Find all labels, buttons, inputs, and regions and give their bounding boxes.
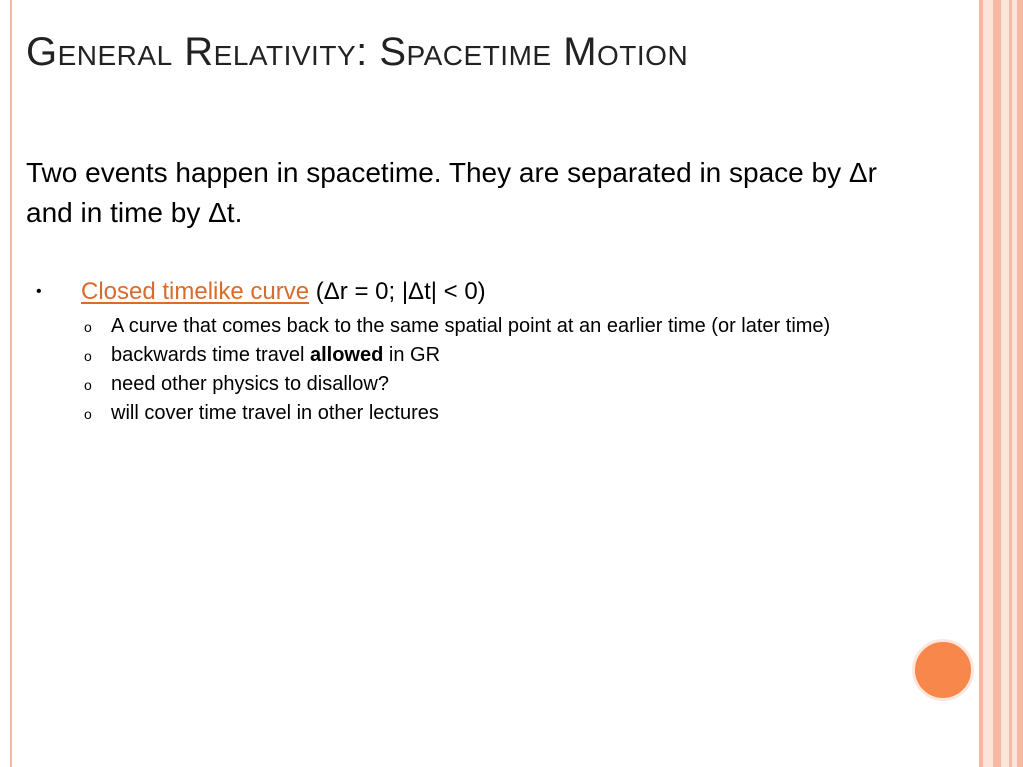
bullet-condition-text: (Δr = 0; |Δt| < 0) [309,278,486,305]
decorative-circle [912,639,974,701]
left-border-line [10,0,12,767]
sub-bullet-marker: o [84,406,92,422]
bullet-marker: • [36,283,42,300]
right-decorative-stripes [979,0,1023,767]
sub-bullet-marker: o [84,348,92,364]
list-item [84,341,984,370]
list-item [84,399,984,428]
list-item [84,370,984,399]
sub-item-text: backwards time travel [111,344,310,366]
sub-bullet-list [84,312,984,428]
stripe [1009,0,1012,767]
bullet-closed-timelike-curve [36,277,486,307]
stripe [993,0,1001,767]
slide-title: General Relativity: Spacetime Motion [26,30,689,74]
closed-timelike-curve-link[interactable]: Closed timelike curve [81,278,310,305]
intro-paragraph: Two events happen in spacetime. They are separated in space by Δr and in time by Δt. [26,157,877,228]
sub-item-text: in GR [383,344,441,366]
stripe [1017,0,1023,767]
sub-item-text: will cover time travel in other lectures [111,402,439,424]
list-item [84,312,984,341]
sub-bullet-marker: o [84,319,92,335]
sub-bullet-marker: o [84,377,92,393]
sub-item-bold-text: allowed [309,344,384,366]
sub-item-text: A curve that comes back to the same spatial point at an earlier time (or later time) [111,315,831,337]
sub-item-text: need other physics to disallow? [111,373,389,395]
